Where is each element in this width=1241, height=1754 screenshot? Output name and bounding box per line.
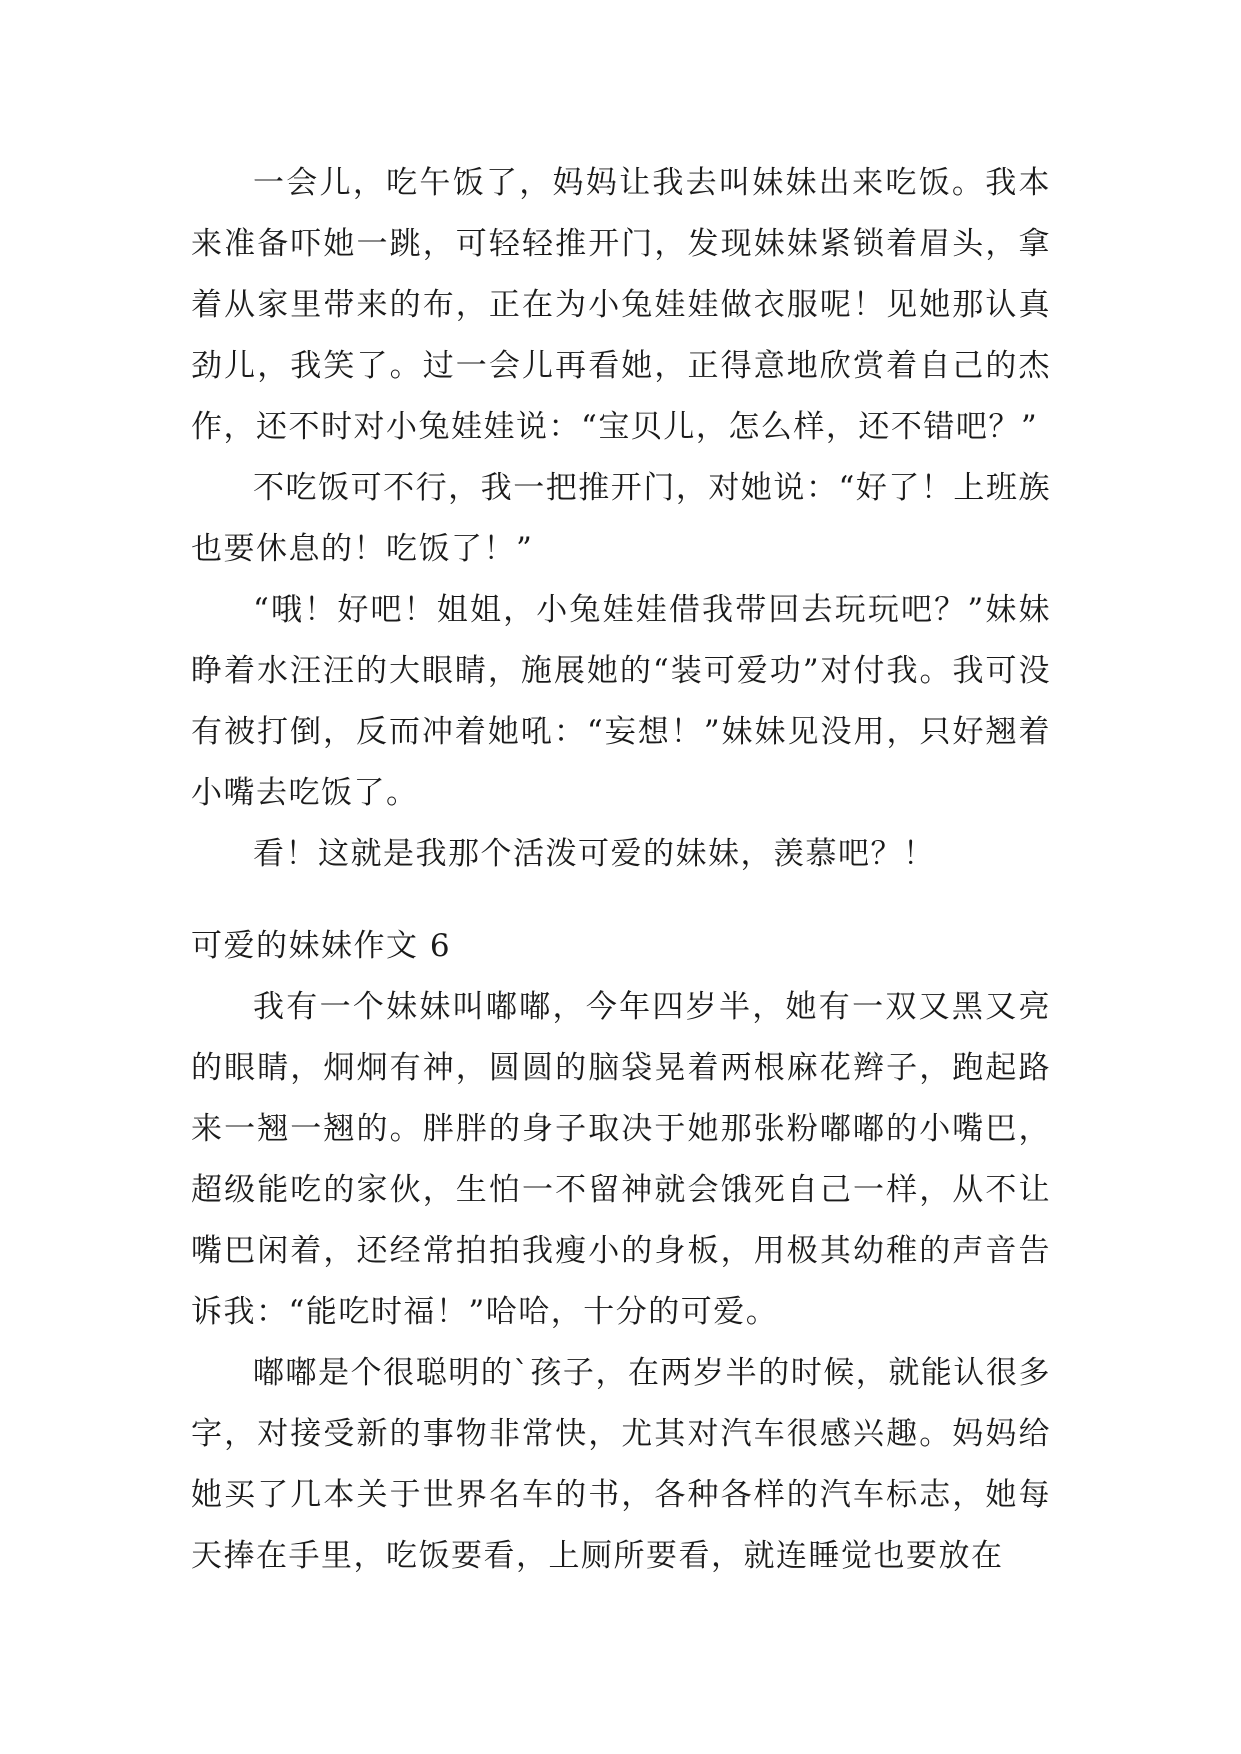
section-title: 可爱的妹妹作文 6 bbox=[191, 928, 452, 964]
paragraph: 嘟嘟是个很聪明的`孩子，在两岁半的时候，就能认很多字，对接受新的事物非常快，尤其对汽车很感兴趣。妈妈给她买了几本关于世界名车的书，各种各样的汽车标志，她每天捧在手里，吃饭要看，上厕所要看，就连睡觉也要放在 bbox=[191, 1355, 1051, 1574]
section-1-body bbox=[191, 153, 1051, 885]
section-2-body bbox=[191, 977, 1051, 1587]
paragraph: 一会儿，吃午饭了，妈妈让我去叫妹妹出来吃饭。我本来准备吓她一跳，可轻轻推开门，发现妹妹紧锁着眉头，拿着从家里带来的布，正在为小兔娃娃做衣服呢！见她那认真劲儿，我笑了。过一会儿再看她，正得意地欣赏着自己的杰作，还不时对小兔娃娃说：“宝贝儿，怎么样，还不错吧？” bbox=[191, 165, 1051, 445]
paragraph: 我有一个妹妹叫嘟嘟，今年四岁半，她有一双又黑又亮的眼睛，炯炯有神，圆圆的脑袋晃着两根麻花辫子，跑起路来一翘一翘的。胖胖的身子取决于她那张粉嘟嘟的小嘴巴，超级能吃的家伙，生怕一不留神就会饿死自己一样，从不让嘴巴闲着，还经常拍拍我瘦小的身板，用极其幼稚的声音告诉我：“能吃时福！”哈哈，十分的可爱。 bbox=[191, 989, 1051, 1330]
paragraph: 看！这就是我那个活泼可爱的妹妹，羡慕吧？！ bbox=[253, 836, 936, 872]
paragraph: 不吃饭可不行，我一把推开门，对她说：“好了！上班族也要休息的！吃饭了！” bbox=[191, 470, 1051, 567]
paragraph: “哦！好吧！姐姐，小兔娃娃借我带回去玩玩吧？”妹妹睁着水汪汪的大眼睛，施展她的“装可爱功”对付我。我可没有被打倒，反而冲着她吼：“妄想！”妹妹见没用，只好翘着小嘴去吃饭了。 bbox=[191, 592, 1051, 811]
